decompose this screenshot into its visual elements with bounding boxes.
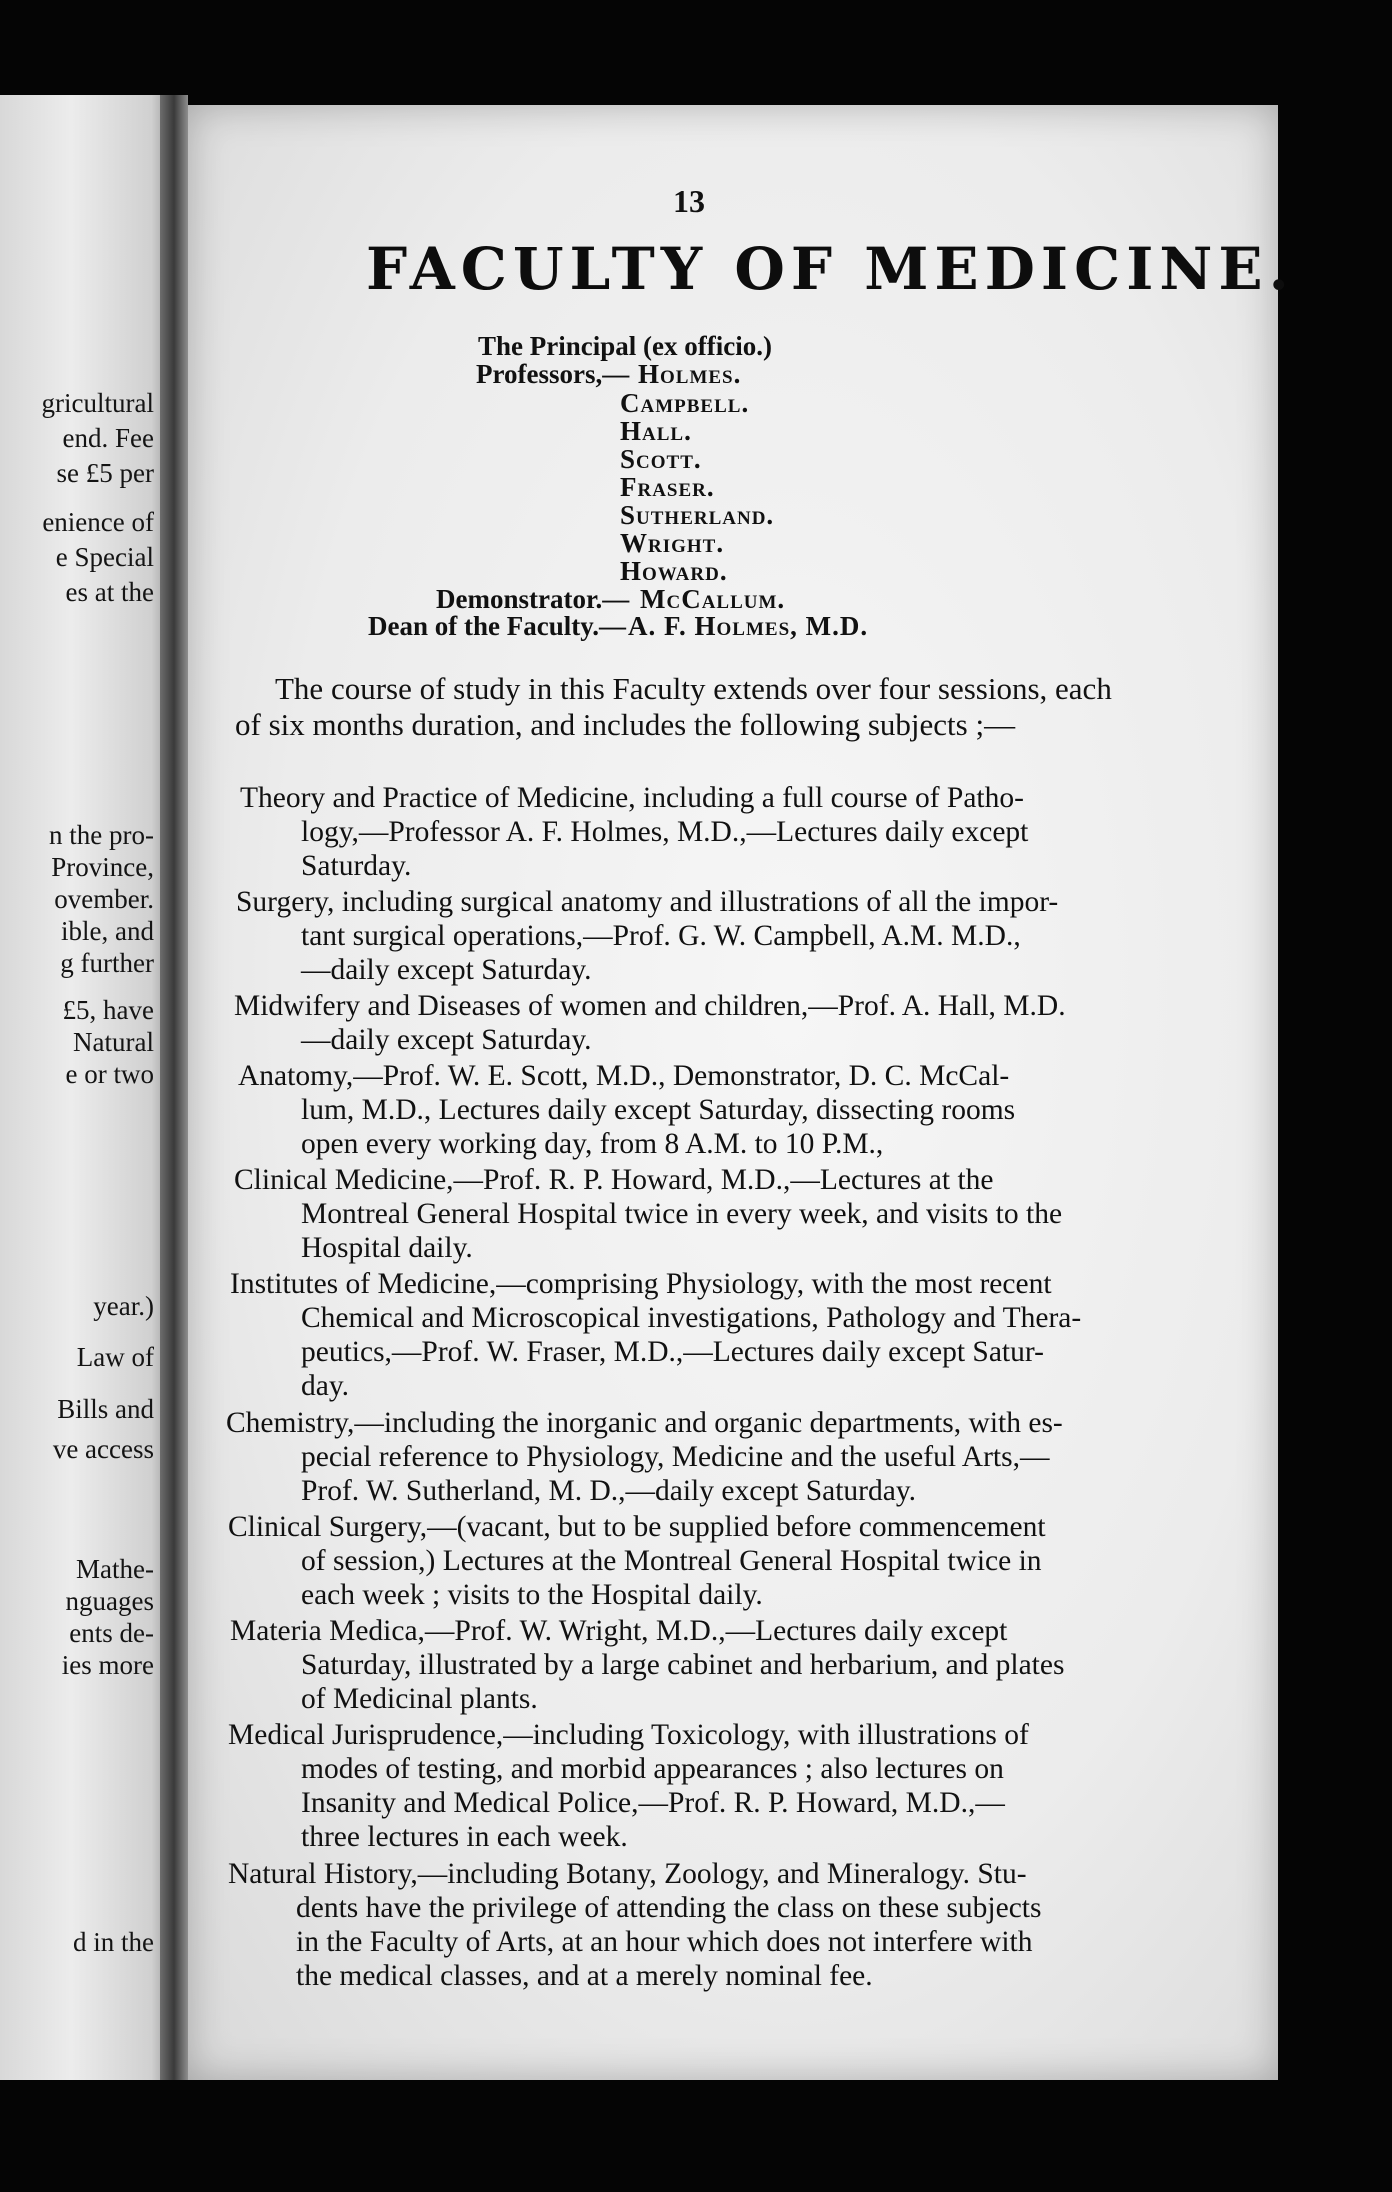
left-page-line: ovember. <box>54 884 154 914</box>
book-page <box>188 105 1295 2080</box>
subject-line: modes of testing, and morbid appearances ; also lectures on <box>301 1753 1004 1785</box>
subject-line: Saturday, illustrated by a large cabinet and herbarium, and plates <box>301 1649 1065 1681</box>
intro-line: The course of study in this Faculty extends over four sessions, each <box>275 671 1112 706</box>
principal-line: The Principal (ex officio.) <box>478 331 772 361</box>
left-page-line: Mathe- <box>76 1554 154 1584</box>
left-page-line: Law of <box>76 1342 154 1372</box>
professor-name: Holmes. <box>638 359 742 389</box>
subject-line: the medical classes, and at a merely nominal fee. <box>296 1960 873 1992</box>
left-page-line: nguages <box>65 1586 154 1616</box>
subject-line: Insanity and Medical Police,—Prof. R. P. Howard, M.D.,— <box>301 1787 1005 1819</box>
subject-line: each week ; visits to the Hospital daily. <box>301 1579 763 1611</box>
page-title: FACULTY OF MEDICINE. <box>366 235 1295 303</box>
professor-name: Sutherland. <box>620 500 775 530</box>
professor-name: Campbell. <box>620 388 750 418</box>
subject-line: of session,) Lectures at the Montreal General Hospital twice in <box>301 1545 1042 1577</box>
subject-line: Hospital daily. <box>301 1232 473 1264</box>
subject-line: day. <box>301 1370 350 1402</box>
page-number: 13 <box>673 183 705 219</box>
left-page-line: se £5 per <box>56 458 154 488</box>
left-page-line: year.) <box>93 1291 154 1321</box>
subject-line: —daily except Saturday. <box>301 954 592 986</box>
professor-name: Fraser. <box>620 472 715 502</box>
dean-name: A. F. Holmes, M.D. <box>628 611 869 641</box>
left-page-line: end. Fee <box>62 423 154 453</box>
subject-line: in the Faculty of Arts, at an hour which does not interfere with <box>296 1926 1033 1958</box>
left-page-line: Natural <box>73 1027 154 1057</box>
left-page-line: e Special <box>55 542 154 572</box>
subject-line: of Medicinal plants. <box>301 1683 538 1715</box>
professors-label: Professors,— <box>476 359 630 389</box>
subject-line: tant surgical operations,—Prof. G. W. Campbell, A.M. M.D., <box>301 920 1021 952</box>
subject-line: Prof. W. Sutherland, M. D.,—daily except Saturday. <box>301 1475 917 1507</box>
subject-line: Materia Medica,—Prof. W. Wright, M.D.,—Lectures daily except <box>230 1615 1008 1647</box>
left-page-line: Province, <box>51 852 154 882</box>
subject-line: Theory and Practice of Medicine, including a full course of Patho- <box>240 782 1024 814</box>
subject-line: Clinical Medicine,—Prof. R. P. Howard, M.D.,—Lectures at the <box>234 1164 994 1196</box>
left-page-line: ents de- <box>69 1618 154 1648</box>
left-page-line: g further <box>60 948 154 978</box>
subject-line: pecial reference to Physiology, Medicine and the useful Arts,— <box>301 1441 1050 1473</box>
demonstrator-name: McCallum. <box>640 584 786 614</box>
professor-name: Howard. <box>620 556 728 586</box>
professor-name: Scott. <box>620 444 702 474</box>
left-page-line: d in the <box>73 1927 154 1957</box>
subject-line: Anatomy,—Prof. W. E. Scott, M.D., Demonstrator, D. C. McCal- <box>238 1060 1010 1092</box>
subject-line: three lectures in each week. <box>301 1821 628 1853</box>
subject-line: lum, M.D., Lectures daily except Saturday, dissecting rooms <box>301 1094 1016 1126</box>
subject-line: Chemistry,—including the inorganic and organic departments, with es- <box>226 1407 1063 1439</box>
left-page-line: ies more <box>61 1650 154 1680</box>
professor-name: Wright. <box>620 528 725 558</box>
left-page-line: Bills and <box>57 1394 154 1424</box>
subject-line: logy,—Professor A. F. Holmes, M.D.,—Lectures daily except <box>301 816 1029 848</box>
subject-line: Saturday. <box>301 850 412 882</box>
left-page-line: enience of <box>42 507 154 537</box>
subject-line: open every working day, from 8 A.M. to 10 P.M., <box>301 1128 884 1160</box>
left-page-line: £5, have <box>62 995 154 1025</box>
subject-line: Medical Jurisprudence,—including Toxicology, with illustrations of <box>228 1719 1029 1751</box>
left-page-fragment <box>0 95 178 2080</box>
left-page-line: es at the <box>65 577 154 607</box>
subject-line: Midwifery and Diseases of women and children,—Prof. A. Hall, M.D. <box>234 990 1066 1022</box>
subject-line: Surgery, including surgical anatomy and illustrations of all the impor- <box>236 886 1059 918</box>
intro-line: of six months duration, and includes the following subjects ;— <box>235 707 1016 742</box>
subject-line: Clinical Surgery,—(vacant, but to be supplied before commencement <box>228 1511 1046 1543</box>
left-page-line: ve access <box>52 1434 154 1464</box>
left-page-line: gricultural <box>41 388 154 418</box>
subject-line: Chemical and Microscopical investigations, Pathology and Thera- <box>301 1302 1082 1334</box>
subject-line: Natural History,—including Botany, Zoology, and Mineralogy. Stu- <box>228 1858 1027 1890</box>
subject-line: dents have the privilege of attending the class on these subjects <box>296 1892 1042 1924</box>
subject-line: —daily except Saturday. <box>301 1024 592 1056</box>
book-gutter <box>160 95 188 2080</box>
subject-line: peutics,—Prof. W. Fraser, M.D.,—Lectures daily except Satur- <box>301 1336 1044 1368</box>
demonstrator-label: Demonstrator.— <box>436 584 630 614</box>
subject-line: Montreal General Hospital twice in every week, and visits to the <box>301 1198 1063 1230</box>
left-page-line: ible, and <box>61 916 154 946</box>
subject-line: Institutes of Medicine,—comprising Physiology, with the most recent <box>230 1268 1052 1300</box>
left-page-line: e or two <box>65 1059 154 1089</box>
professor-name: Hall. <box>620 416 692 446</box>
dean-label: Dean of the Faculty.— <box>368 611 626 641</box>
left-page-line: n the pro- <box>49 820 154 850</box>
